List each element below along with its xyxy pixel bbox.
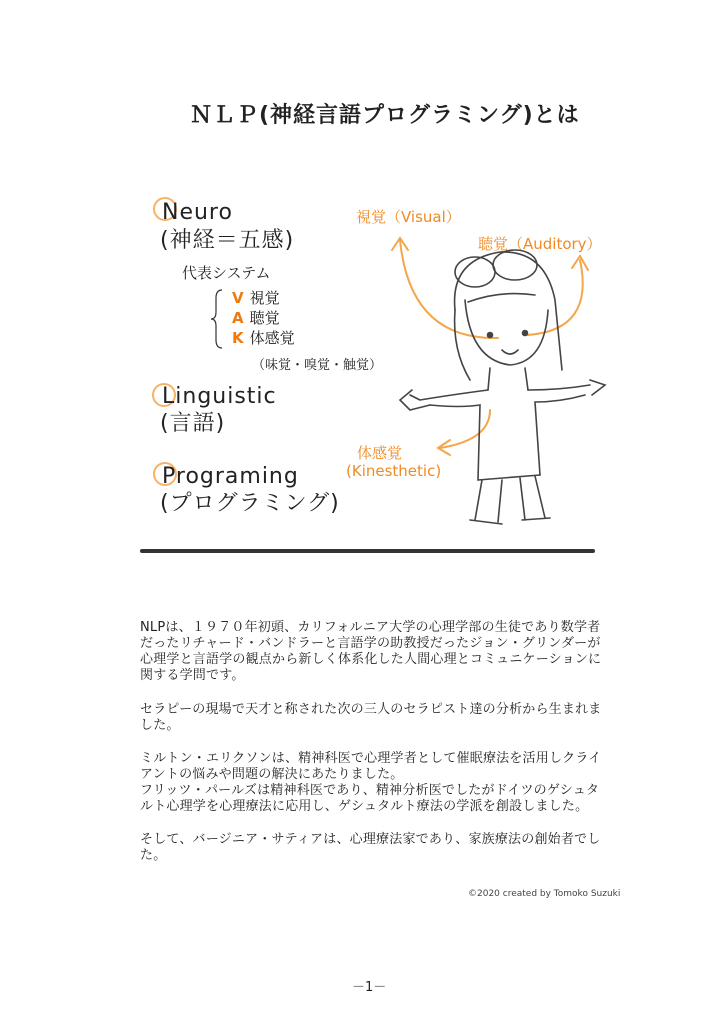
auditory-label: 聴覚（Auditory） bbox=[478, 235, 602, 253]
linguistic-label: Linguistic bbox=[162, 384, 277, 409]
other-senses: （味覚・嗅覚・触覚） bbox=[252, 358, 383, 373]
neuro-sub: (神経＝五感) bbox=[160, 228, 295, 253]
linguistic-sub: (言語) bbox=[160, 411, 226, 436]
origin-paragraph: セラピーの現場で天才と称された次の三人のセラピスト達の分析から生まれました。 bbox=[140, 702, 602, 733]
neuro-label: Neuro bbox=[162, 200, 233, 225]
vak-item-k bbox=[232, 327, 295, 348]
vak-letter: K bbox=[232, 329, 244, 347]
vak-item-v bbox=[232, 287, 280, 308]
section-divider bbox=[140, 549, 595, 553]
child-illustration bbox=[330, 190, 630, 540]
rep-system-title: 代表システム bbox=[182, 264, 271, 282]
kinesthetic-en-label: (Kinesthetic) bbox=[346, 462, 442, 480]
satir-paragraph: そして、バージニア・サティアは、心理療法家であり、家族療法の創始者でした。 bbox=[140, 832, 601, 863]
intro-paragraph: NLPは、１９７０年初頭、カリフォルニア大学の心理学部の生徒であり数学者だったリチャード・バンドラーと言語学の助教授だったジョン・グリンダーが心理学と言語学の観点から新しく体系化した人間心理とコミュニケーションに関する学問です。 bbox=[140, 620, 602, 683]
programing-label: Programing bbox=[162, 464, 299, 489]
vak-item-a bbox=[232, 307, 280, 328]
vak-letter: A bbox=[232, 309, 244, 327]
programing-sub: (プログラミング) bbox=[160, 491, 340, 516]
credit-line: ©2020 created by Tomoko Suzuki bbox=[468, 889, 621, 899]
perls-paragraph: フリッツ・パールズは精神科医であり、精神分析医でしたがドイツのゲシュタルト心理学を心理療法に応用し、ゲシュタルト療法の学派を創設しました。 bbox=[140, 783, 600, 814]
erickson-paragraph: ミルトン・エリクソンは、精神科医で心理学者として催眠療法を活用しクライアントの悩みや問題の解決にあたりました。 bbox=[140, 751, 602, 782]
vak-brace bbox=[210, 288, 226, 350]
vak-text: 視覚 bbox=[249, 289, 280, 307]
kinesthetic-ja-label: 体感覚 bbox=[357, 444, 403, 462]
vak-text: 聴覚 bbox=[249, 309, 280, 327]
page-number: －1－ bbox=[352, 980, 387, 995]
page-title: ＮＬＰ(神経言語プログラミング)とは bbox=[190, 103, 580, 128]
visual-label: 視覚（Visual） bbox=[356, 208, 461, 226]
vak-text: 体感覚 bbox=[249, 329, 295, 347]
vak-letter: V bbox=[232, 289, 244, 307]
